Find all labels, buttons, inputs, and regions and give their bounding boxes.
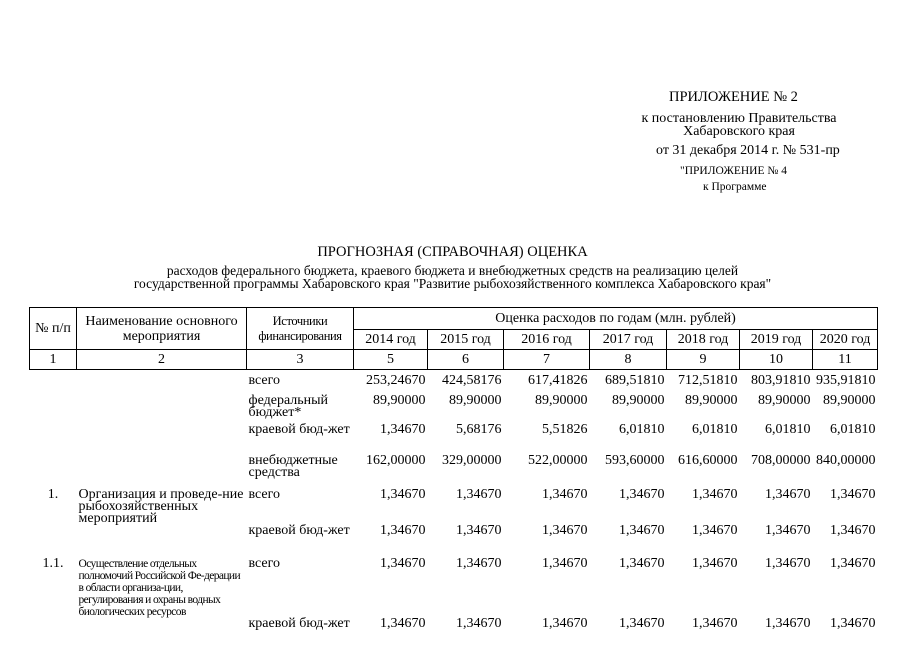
col-number: 1 [30, 350, 77, 370]
value-cell: 1,34670 [830, 486, 876, 502]
value-cell: 712,51810 [678, 372, 738, 388]
activity-name [77, 455, 247, 489]
value-cell: 1,34670 [456, 555, 502, 571]
row-number [30, 455, 77, 489]
activity-name [77, 375, 247, 395]
value-cell: 1,34670 [542, 486, 588, 502]
row-number [30, 395, 77, 424]
value-cell: 1,34670 [692, 615, 738, 631]
appendix-number: ПРИЛОЖЕНИЕ № 2 [669, 89, 798, 105]
value-cell: 840,00000 [816, 452, 876, 468]
row-number [30, 525, 77, 558]
col-header-name: Наименование основного мероприятия [77, 308, 247, 350]
value-cell: 1,34670 [830, 522, 876, 538]
activity-name: Осуществление отдельных полномочий Российской Фе-дерации в области организа-ции, регулирования и охраны водных биологических ресурсов [78, 557, 241, 618]
value-cell: 89,90000 [685, 392, 738, 408]
financing-source: федеральный бюджет* [248, 392, 329, 420]
value-cell: 1,34670 [692, 522, 738, 538]
col-number: 7 [504, 350, 590, 370]
table-row [30, 455, 878, 489]
value-cell: 89,90000 [373, 392, 426, 408]
value-cell: 1,34670 [456, 615, 502, 631]
row-number: 1. [47, 486, 59, 502]
value-cell: 616,60000 [678, 452, 738, 468]
year-header: 2017 год [590, 330, 667, 350]
row-number [30, 618, 77, 664]
activity-name [77, 395, 247, 424]
to-resolution-line2: Хабаровского края [683, 124, 795, 139]
value-cell: 329,00000 [442, 452, 502, 468]
col-number: 2 [77, 350, 247, 370]
value-cell: 1,34670 [619, 522, 665, 538]
value-cell: 1,34670 [619, 555, 665, 571]
value-cell: 1,34670 [542, 522, 588, 538]
col-header-no: № п/п [30, 308, 77, 350]
subtitle-line1: расходов федерального бюджета, краевого бюджета и внебюджетных средств на реализацию целей [166, 263, 739, 278]
value-cell: 1,34670 [765, 486, 811, 502]
year-header: 2020 год [813, 330, 878, 350]
value-cell: 6,01810 [692, 421, 738, 437]
table-row [30, 375, 878, 395]
value-cell: 1,34670 [380, 555, 426, 571]
value-cell: 1,34670 [619, 486, 665, 502]
col-number: 10 [740, 350, 813, 370]
budget-table [29, 307, 878, 664]
value-cell: 424,58176 [442, 372, 502, 388]
value-cell: 617,41826 [528, 372, 588, 388]
value-cell: 935,91810 [816, 372, 876, 388]
value-cell: 253,24670 [366, 372, 426, 388]
to-program: к Программе [703, 181, 767, 193]
financing-source: всего [248, 486, 281, 502]
financing-source: краевой бюд-жет [248, 522, 350, 538]
value-cell: 522,00000 [528, 452, 588, 468]
activity-name [77, 525, 247, 558]
value-cell: 1,34670 [380, 615, 426, 631]
value-cell: 89,90000 [449, 392, 502, 408]
activity-name [77, 424, 247, 455]
financing-source: всего [248, 372, 281, 388]
value-cell: 89,90000 [823, 392, 876, 408]
year-header: 2015 год [428, 330, 504, 350]
value-cell: 162,00000 [366, 452, 426, 468]
year-header: 2018 год [667, 330, 740, 350]
value-cell: 1,34670 [830, 615, 876, 631]
value-cell: 1,34670 [765, 555, 811, 571]
table-row [30, 395, 878, 424]
table-row [30, 489, 878, 525]
value-cell: 6,01810 [765, 421, 811, 437]
value-cell: 708,00000 [751, 452, 811, 468]
col-number: 5 [354, 350, 428, 370]
page-title: ПРОГНОЗНАЯ (СПРАВОЧНАЯ) ОЦЕНКА [317, 244, 588, 260]
value-cell: 689,51810 [605, 372, 665, 388]
table-row [30, 558, 878, 618]
table-row [30, 424, 878, 455]
value-cell: 6,01810 [619, 421, 665, 437]
value-cell: 803,91810 [751, 372, 811, 388]
to-resolution-line1: к постановлению Правительства [641, 111, 837, 126]
value-cell: 1,34670 [765, 522, 811, 538]
activity-name: Организация и проведе-ние рыбохозяйственных мероприятий [78, 486, 244, 526]
quoted-appendix: "ПРИЛОЖЕНИЕ № 4 [680, 165, 787, 177]
value-cell: 1,34670 [456, 522, 502, 538]
row-number [30, 424, 77, 455]
value-cell: 593,60000 [605, 452, 665, 468]
year-header: 2014 год [354, 330, 428, 350]
value-cell: 1,34670 [619, 615, 665, 631]
financing-source: краевой бюд-жет [248, 421, 350, 437]
activity-name [77, 618, 247, 664]
table-row [30, 525, 878, 558]
resolution-date: от 31 декабря 2014 г. № 531-пр [656, 143, 840, 158]
row-number: 1.1. [42, 555, 64, 571]
year-header: 2016 год [504, 330, 590, 350]
col-number: 11 [813, 350, 878, 370]
row-number [30, 375, 77, 395]
value-cell: 1,34670 [542, 615, 588, 631]
value-cell: 1,34670 [542, 555, 588, 571]
value-cell: 1,34670 [765, 615, 811, 631]
value-cell: 89,90000 [758, 392, 811, 408]
col-number: 9 [667, 350, 740, 370]
col-header-estimate: Оценка расходов по годам (млн. рублей) [354, 308, 878, 330]
value-cell: 5,68176 [456, 421, 502, 437]
financing-source: краевой бюд-жет [248, 615, 350, 631]
col-number: 3 [247, 350, 354, 370]
value-cell: 1,34670 [380, 421, 426, 437]
value-cell: 1,34670 [830, 555, 876, 571]
value-cell: 1,34670 [692, 555, 738, 571]
value-cell: 1,34670 [456, 486, 502, 502]
table-row [30, 618, 878, 664]
col-number: 6 [428, 350, 504, 370]
value-cell: 1,34670 [692, 486, 738, 502]
value-cell: 5,51826 [542, 421, 588, 437]
value-cell: 1,34670 [380, 522, 426, 538]
financing-source: внебюджетные средства [248, 452, 338, 480]
subtitle-line2: государственной программы Хабаровского края "Развитие рыбохозяйственного комплекса Хабаровского края" [133, 276, 772, 291]
value-cell: 89,90000 [612, 392, 665, 408]
col-number: 8 [590, 350, 667, 370]
value-cell: 89,90000 [535, 392, 588, 408]
year-header: 2019 год [740, 330, 813, 350]
financing-source: всего [248, 555, 281, 571]
value-cell: 6,01810 [830, 421, 876, 437]
col-header-source: Источники финансирования [247, 308, 354, 350]
value-cell: 1,34670 [380, 486, 426, 502]
